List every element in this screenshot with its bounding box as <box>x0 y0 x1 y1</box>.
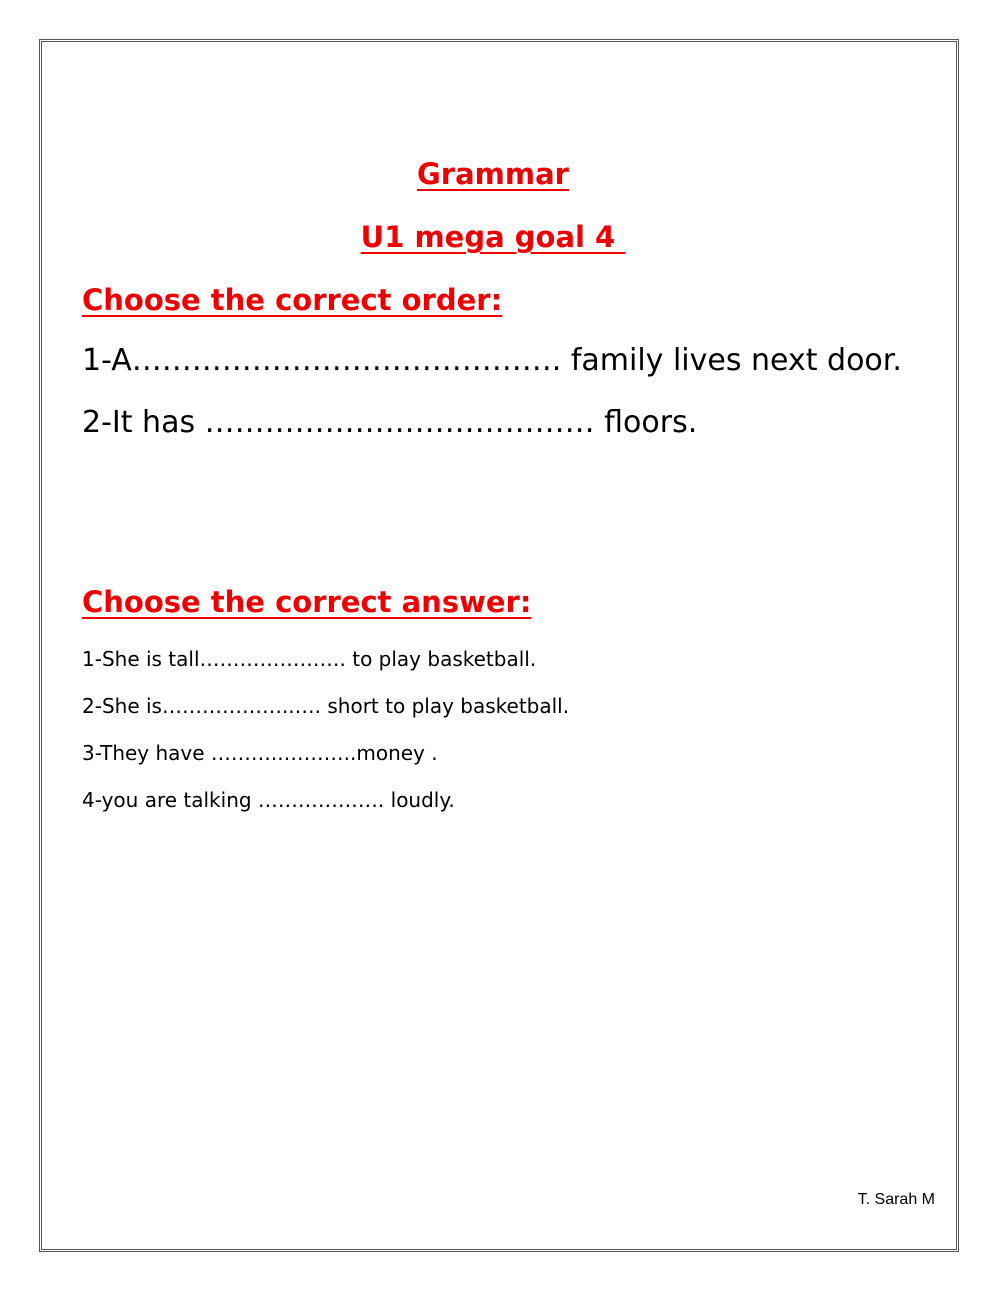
section-heading-answer: Choose the correct answer: <box>82 585 532 619</box>
answer-question-3: 3-They have ………..………..money . <box>82 741 438 765</box>
section-heading-order: Choose the correct order: <box>82 283 503 317</box>
answer-question-4: 4-you are talking ………………. loudly. <box>82 788 455 812</box>
answer-question-2: 2-She is………………..…. short to play basketball. <box>82 694 570 718</box>
answer-question-1: 1-She is tall…………………. to play basketball. <box>82 647 537 671</box>
page-title: Grammar <box>417 157 569 191</box>
order-question-2: 2-It has ………………………………… floors. <box>82 405 698 440</box>
order-question-1: 1-A……………………………………. family lives next door. <box>82 343 902 378</box>
author-signature: T. Sarah M <box>857 1191 935 1208</box>
page-subtitle: U1 mega goal 4 <box>360 220 626 254</box>
